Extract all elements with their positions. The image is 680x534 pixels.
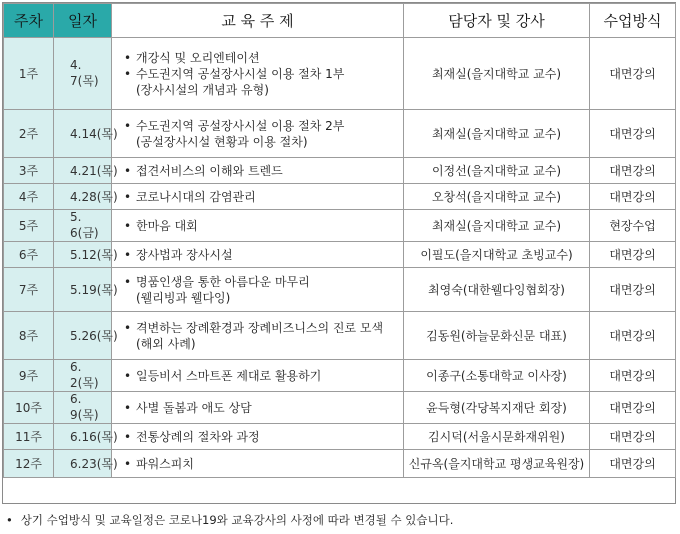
week-cell: 12주 bbox=[4, 450, 54, 478]
schedule-body bbox=[4, 38, 676, 478]
topic-line: • 사별 돌봄과 애도 상담 bbox=[124, 400, 403, 416]
header-date: 일자 bbox=[54, 4, 112, 38]
footnote-bullet: • bbox=[6, 513, 13, 527]
topic-line: (해외 사례) bbox=[136, 336, 196, 351]
topic-line: • 전통상례의 절차와 과정 bbox=[124, 429, 403, 445]
table-row bbox=[4, 158, 676, 184]
table-row bbox=[4, 210, 676, 242]
table-row bbox=[4, 242, 676, 268]
topic-cell bbox=[112, 242, 404, 268]
topic-line: (공설장사시설 현황과 이용 절차) bbox=[136, 134, 308, 149]
method-cell: 대면강의 bbox=[590, 312, 676, 360]
instructor-cell: 오창석(을지대학교 교수) bbox=[404, 184, 590, 210]
topic-line: • 개강식 및 오리엔테이션 bbox=[124, 50, 403, 66]
footnote-text: 상기 수업방식 및 교육일정은 코로나19와 교육강사의 사정에 따라 변경될 수 있습니다. bbox=[20, 513, 454, 527]
instructor-cell: 이정선(을지대학교 교수) bbox=[404, 158, 590, 184]
date-cell: 4.28(목) bbox=[54, 184, 112, 210]
topic-cell bbox=[112, 392, 404, 424]
method-cell: 대면강의 bbox=[590, 110, 676, 158]
topic-cell bbox=[112, 268, 404, 312]
table-row bbox=[4, 392, 676, 424]
footnote bbox=[6, 512, 453, 528]
instructor-cell: 최재실(을지대학교 교수) bbox=[404, 210, 590, 242]
week-cell: 2주 bbox=[4, 110, 54, 158]
method-cell: 대면강의 bbox=[590, 158, 676, 184]
method-cell: 대면강의 bbox=[590, 242, 676, 268]
method-cell: 대면강의 bbox=[590, 424, 676, 450]
topic-line: (장사시설의 개념과 유형) bbox=[136, 82, 269, 97]
instructor-cell: 이필도(을지대학교 초빙교수) bbox=[404, 242, 590, 268]
header-week: 주차 bbox=[4, 4, 54, 38]
date-cell: 4.21(목) bbox=[54, 158, 112, 184]
instructor-cell: 최재실(을지대학교 교수) bbox=[404, 110, 590, 158]
week-cell: 4주 bbox=[4, 184, 54, 210]
topic-line: • 일등비서 스마트폰 제대로 활용하기 bbox=[124, 368, 403, 384]
instructor-cell: 최재실(을지대학교 교수) bbox=[404, 38, 590, 110]
table-row bbox=[4, 450, 676, 478]
topic-line: • 파워스피치 bbox=[124, 456, 403, 472]
instructor-cell: 신규옥(을지대학교 평생교육원장) bbox=[404, 450, 590, 478]
date-cell: 6. 9(목) bbox=[54, 392, 112, 424]
table-row bbox=[4, 360, 676, 392]
topic-cell bbox=[112, 312, 404, 360]
topic-cell bbox=[112, 158, 404, 184]
schedule-table bbox=[3, 3, 676, 478]
topic-cell bbox=[112, 184, 404, 210]
week-cell: 11주 bbox=[4, 424, 54, 450]
topic-line: • 한마음 대회 bbox=[124, 218, 403, 234]
topic-cell bbox=[112, 450, 404, 478]
date-cell: 5.19(목) bbox=[54, 268, 112, 312]
method-cell: 대면강의 bbox=[590, 184, 676, 210]
date-cell: 5.12(목) bbox=[54, 242, 112, 268]
instructor-cell: 김시덕(서울시문화재위원) bbox=[404, 424, 590, 450]
date-cell: 5. 6(금) bbox=[54, 210, 112, 242]
header-topic: 교 육 주 제 bbox=[112, 4, 404, 38]
topic-line: (웰리빙과 웰다잉) bbox=[136, 290, 231, 305]
method-cell: 대면강의 bbox=[590, 268, 676, 312]
date-cell: 4. 7(목) bbox=[54, 38, 112, 110]
method-cell: 대면강의 bbox=[590, 450, 676, 478]
topic-cell bbox=[112, 360, 404, 392]
table-row bbox=[4, 38, 676, 110]
table-row bbox=[4, 268, 676, 312]
topic-line: • 접견서비스의 이해와 트렌드 bbox=[124, 163, 403, 179]
week-cell: 8주 bbox=[4, 312, 54, 360]
topic-line: • 수도권지역 공설장사시설 이용 절차 1부 bbox=[124, 66, 403, 82]
topic-cell bbox=[112, 38, 404, 110]
week-cell: 7주 bbox=[4, 268, 54, 312]
table-row bbox=[4, 424, 676, 450]
week-cell: 10주 bbox=[4, 392, 54, 424]
week-cell: 9주 bbox=[4, 360, 54, 392]
date-cell: 6.23(목) bbox=[54, 450, 112, 478]
table-row bbox=[4, 110, 676, 158]
topic-line: • 장사법과 장사시설 bbox=[124, 247, 403, 263]
method-cell: 대면강의 bbox=[590, 360, 676, 392]
instructor-cell: 윤득형(각당복지재단 회장) bbox=[404, 392, 590, 424]
topic-line: • 코로나시대의 감염관리 bbox=[124, 189, 403, 205]
header-row bbox=[4, 4, 676, 38]
table-row bbox=[4, 312, 676, 360]
method-cell: 대면강의 bbox=[590, 38, 676, 110]
header-method: 수업방식 bbox=[590, 4, 676, 38]
date-cell: 5.26(목) bbox=[54, 312, 112, 360]
topic-line: • 격변하는 장례환경과 장례비즈니스의 진로 모색 bbox=[124, 320, 403, 336]
topic-cell bbox=[112, 424, 404, 450]
date-cell: 4.14(목) bbox=[54, 110, 112, 158]
week-cell: 1주 bbox=[4, 38, 54, 110]
instructor-cell: 김동원(하늘문화신문 대표) bbox=[404, 312, 590, 360]
instructor-cell: 이종구(소통대학교 이사장) bbox=[404, 360, 590, 392]
topic-cell bbox=[112, 210, 404, 242]
date-cell: 6.16(목) bbox=[54, 424, 112, 450]
week-cell: 3주 bbox=[4, 158, 54, 184]
topic-cell bbox=[112, 110, 404, 158]
date-cell: 6. 2(목) bbox=[54, 360, 112, 392]
header-instructor: 담당자 및 강사 bbox=[404, 4, 590, 38]
topic-line: • 명품인생을 통한 아름다운 마무리 bbox=[124, 274, 403, 290]
method-cell: 현장수업 bbox=[590, 210, 676, 242]
method-cell: 대면강의 bbox=[590, 392, 676, 424]
instructor-cell: 최영숙(대한웰다잉협회장) bbox=[404, 268, 590, 312]
topic-line: • 수도권지역 공설장사시설 이용 절차 2부 bbox=[124, 118, 403, 134]
table-row bbox=[4, 184, 676, 210]
week-cell: 6주 bbox=[4, 242, 54, 268]
week-cell: 5주 bbox=[4, 210, 54, 242]
